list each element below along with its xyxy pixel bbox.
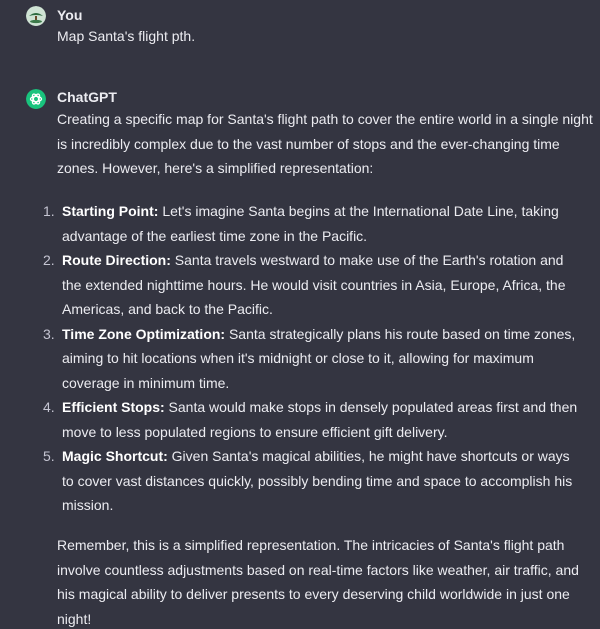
- list-item-number: 3.: [43, 325, 55, 342]
- user-avatar: [26, 6, 46, 26]
- list-item: [43, 248, 582, 322]
- list-item-text: Santa would make stops in densely populated areas first and then move to less populated regions to ensure efficient gift delivery.: [62, 399, 578, 440]
- assistant-author-name: ChatGPT: [57, 89, 117, 105]
- list-item-number: 1.: [43, 203, 55, 219]
- list-item-text: Santa travels westward to make use of the Earth's rotation and the extended nighttime hours. He would visit countries in Asia, Europe, Africa, the Americas, and back to the Pacific.: [62, 252, 566, 317]
- list-item: [43, 395, 582, 444]
- list-item-text: Santa strategically plans his route based on time zones, aiming to hit locations when it's midnight or close to it, allowing for maximum coverage in minimum time.: [62, 325, 576, 391]
- list-item-text: Given Santa's magical abilities, he might have shortcuts or ways to cover vast distances quickly, possibly bending time and space to accomplish his mission.: [62, 448, 573, 513]
- list-item-title: Efficient Stops:: [62, 399, 165, 415]
- list-item: [43, 199, 582, 248]
- chatgpt-logo-icon: [26, 89, 46, 109]
- flight-plan-list: [43, 199, 582, 518]
- list-item-number: 4.: [43, 399, 55, 415]
- list-item-title: Magic Shortcut:: [62, 448, 168, 464]
- list-item-title: Route Direction:: [62, 252, 171, 268]
- list-item-title: Time Zone Optimization:: [62, 325, 226, 342]
- list-item: [43, 444, 582, 518]
- list-item: [43, 322, 582, 396]
- list-item-number: 2.: [43, 252, 55, 268]
- user-author-name: You: [57, 7, 83, 23]
- list-item-title: Starting Point:: [62, 203, 159, 219]
- user-message-text: Map Santa's flight pth.: [57, 28, 196, 44]
- list-item-number: 5.: [43, 448, 55, 464]
- assistant-intro-paragraph: Creating a specific map for Santa's flight path to cover the entire world in a single night is incredibly complex due to the vast number of stops and the ever-changing time zones. However, here's a simplified representation:: [57, 111, 593, 176]
- assistant-outro-paragraph: Remember, this is a simplified representation. The intricacies of Santa's flight path involve countless adjustments based on real-time factors like weather, air traffic, and his magical ability to deliver presents to every deserving child worldwide in just one night!: [57, 537, 579, 627]
- list-item-text: Let's imagine Santa begins at the International Date Line, taking advantage of the earliest time zone in the Pacific.: [62, 203, 559, 244]
